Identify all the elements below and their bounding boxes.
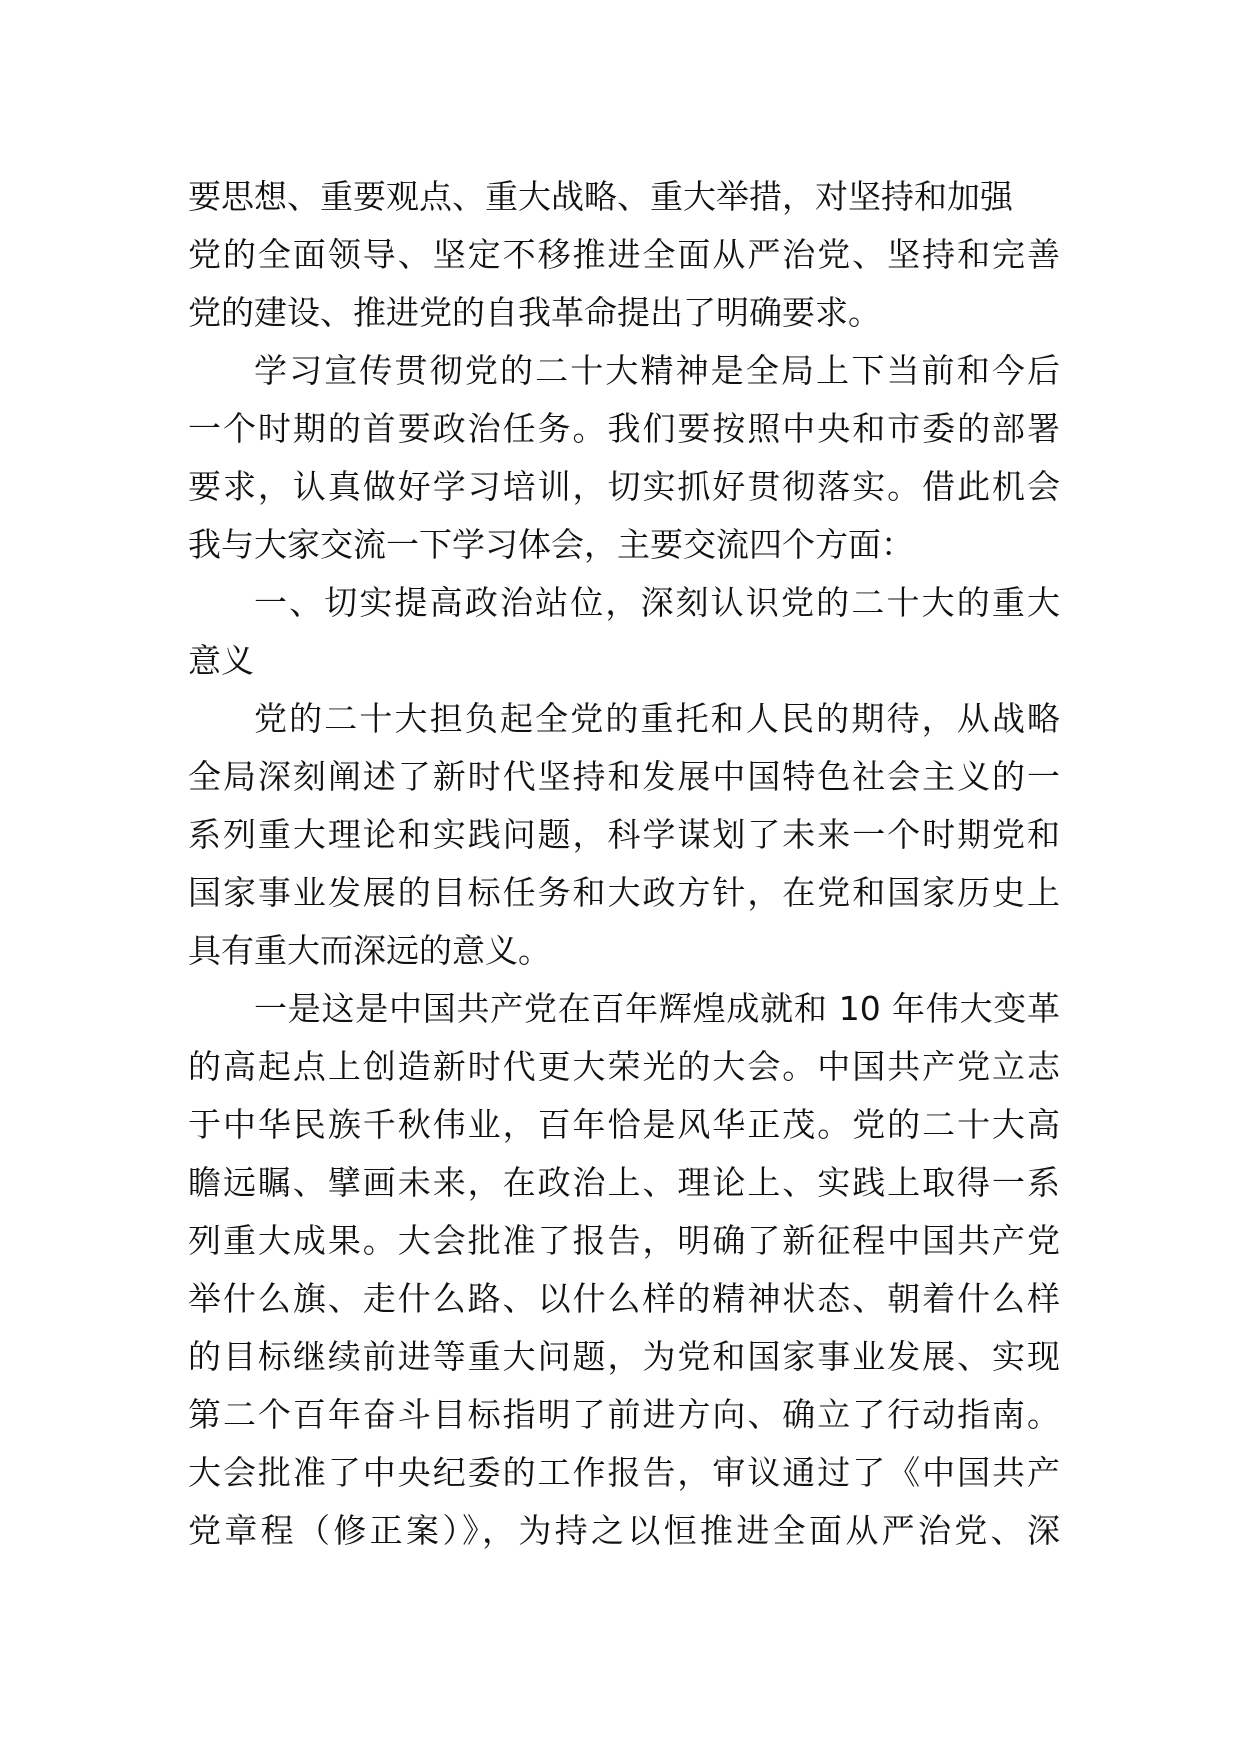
text-line: 全局深刻阐述了新时代坚持和发展中国特色社会主义的一 [188,757,1060,796]
text-line: 党的全面领导、坚定不移推进全面从严治党、坚持和完善 [188,235,1060,274]
text-line: 于中华民族千秋伟业，百年恰是风华正茂。党的二十大高 [188,1105,1060,1144]
paragraph-first-line: 党的二十大担负起全党的重托和人民的期待，从战略 [254,699,1060,738]
text-line: 举什么旗、走什么路、以什么样的精神状态、朝着什么样 [188,1279,1060,1318]
text-line: 党章程（修正案）》，为持之以恒推进全面从严治党、深 [188,1511,1060,1550]
paragraph-first-line: 学习宣传贯彻党的二十大精神是全局上下当前和今后 [254,351,1060,390]
text-line: 的目标继续前进等重大问题，为党和国家事业发展、实现 [188,1337,1060,1376]
text-line: 要思想、重要观点、重大战略、重大举措，对坚持和加强 [188,177,1013,216]
text-line: 具有重大而深远的意义。 [188,931,551,970]
text-line: 我与大家交流一下学习体会，主要交流四个方面： [188,525,914,564]
paragraph-first-line: 一是这是中国共产党在百年辉煌成就和 10 年伟大变革 [254,989,1060,1028]
text-line: 一个时期的首要政治任务。我们要按照中央和市委的部署 [188,409,1060,448]
text-line: 第二个百年奋斗目标指明了前进方向、确立了行动指南。 [188,1395,1060,1434]
text-line: 大会批准了中央纪委的工作报告，审议通过了《中国共产 [188,1453,1060,1492]
section-heading-line: 一、切实提高政治站位，深刻认识党的二十大的重大 [254,583,1060,622]
text-line: 要求，认真做好学习培训，切实抓好贯彻落实。借此机会 [188,467,1060,506]
text-line: 瞻远瞩、擘画未来，在政治上、理论上、实践上取得一系 [188,1163,1060,1202]
text-line: 列重大成果。大会批准了报告，明确了新征程中国共产党 [188,1221,1060,1260]
text-line: 系列重大理论和实践问题，科学谋划了未来一个时期党和 [188,815,1060,854]
text-line: 的高起点上创造新时代更大荣光的大会。中国共产党立志 [188,1047,1060,1086]
section-heading-line: 意义 [188,641,254,680]
body-text [188,168,1060,1560]
text-line: 国家事业发展的目标任务和大政方针，在党和国家历史上 [188,873,1060,912]
text-line: 党的建设、推进党的自我革命提出了明确要求。 [188,293,881,332]
